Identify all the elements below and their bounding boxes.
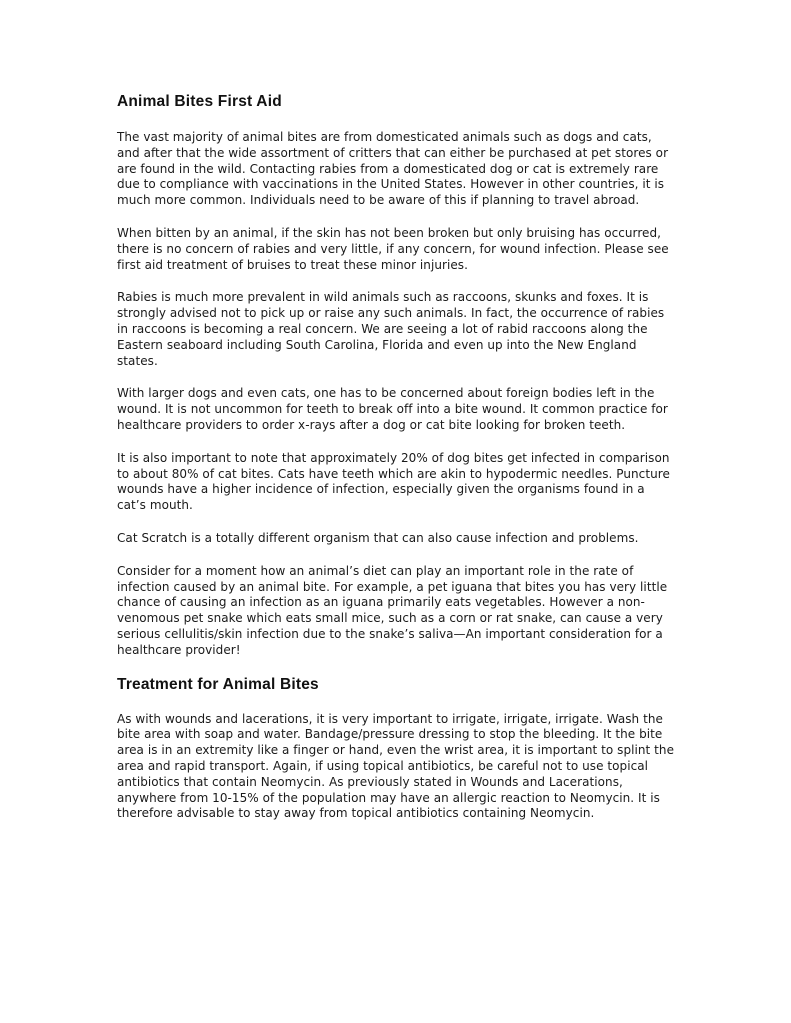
heading-treatment-for-animal-bites: Treatment for Animal Bites (117, 675, 319, 693)
paragraph: The vast majority of animal bites are from domesticated animals such as dogs and cats, and after that the wide assortment of critters that can either be purchased at pet stores or are found in the wild. Contacting rabies from a domesticated dog or cat is extremely rare due to compliance with vaccinations in the United States. However in other countries, it is much more common. Individuals need to be aware of this if planning to travel abroad. (117, 130, 669, 208)
heading-animal-bites-first-aid: Animal Bites First Aid (117, 93, 282, 110)
document-page (117, 93, 677, 822)
paragraph: As with wounds and lacerations, it is very important to irrigate, irrigate, irrigate. Wash the bite area with soap and water. Bandage/pressure dressing to stop the bleeding. It the bite area is in an extremity like a finger or hand, even the wrist area, it is important to splint the area and rapid transport. Again, if using topical antibiotics, be careful not to use topical antibiotics that contain Neomycin. As previously stated in Wounds and Lacerations, anywhere from 10-15% of the population may have an allergic reaction to Neomycin. It is therefore advisable to stay away from topical antibiotics containing Neomycin. (117, 711, 675, 821)
paragraph: Consider for a moment how an animal’s diet can play an important role in the rate of infection caused by an animal bite. For example, a pet iguana that bites you has very little chance of causing an infection as an iguana primarily eats vegetables. However a non-venomous pet snake which eats small mice, such as a corn or rat snake, can cause a very serious cellulitis/skin infection due to the snake’s saliva—An important consideration for a healthcare provider! (117, 563, 668, 657)
paragraph: It is also important to note that approximately 20% of dog bites get infected in comparison to about 80% of cat bites. Cats have teeth which are akin to hypodermic needles. Puncture wounds have a higher incidence of infection, especially given the organisms found in a cat’s mouth. (117, 450, 670, 513)
paragraph: Cat Scratch is a totally different organism that can also cause infection and problems. (117, 530, 639, 545)
paragraph: Rabies is much more prevalent in wild animals such as raccoons, skunks and foxes. It is strongly advised not to pick up or raise any such animals. In fact, the occurrence of rabies in raccoons is becoming a real concern. We are seeing a lot of rabid raccoons along the Eastern seaboard including South Carolina, Florida and even up into the New England states. (117, 290, 665, 368)
paragraph: With larger dogs and even cats, one has to be concerned about foreign bodies left in the wound. It is not uncommon for teeth to break off into a bite wound. It common practice for healthcare providers to order x-rays after a dog or cat bite looking for broken teeth. (117, 386, 668, 432)
paragraph: When bitten by an animal, if the skin has not been broken but only bruising has occurred, there is no concern of rabies and very little, if any concern, for wound infection. Please see first aid treatment of bruises to treat these minor injuries. (117, 225, 669, 272)
